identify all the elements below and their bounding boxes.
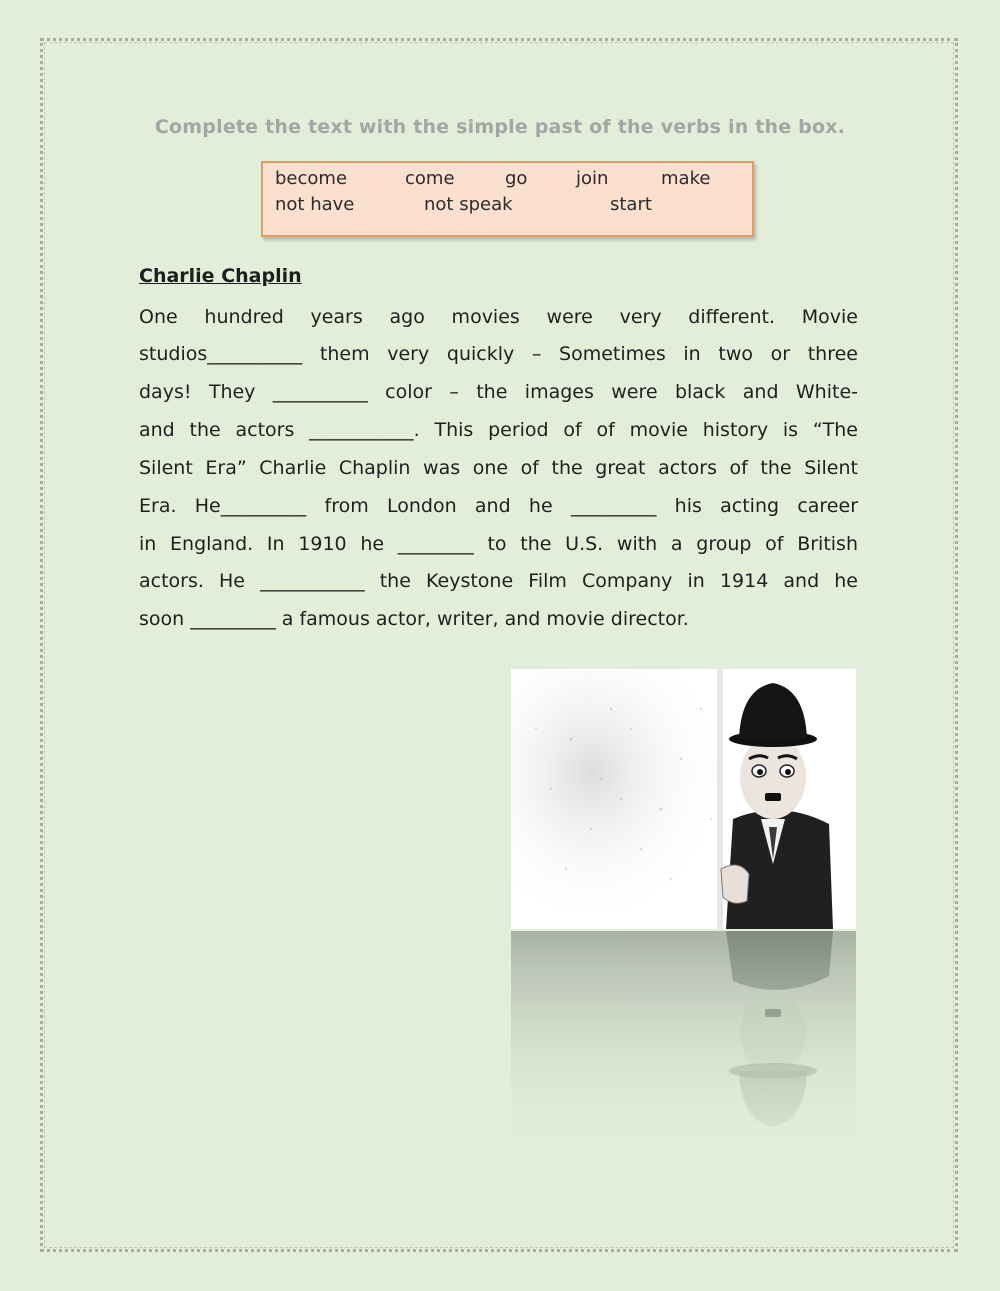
verb-box	[261, 161, 754, 237]
chaplin-photo	[511, 669, 856, 929]
chaplin-photo-reflection	[511, 931, 856, 1163]
chaplin-illustration	[511, 669, 856, 929]
verb-come: come	[405, 168, 455, 189]
text-line: actors. He ___________ the Keystone Film Company in 1914 and he	[139, 570, 858, 592]
verb-join: join	[576, 168, 609, 189]
reflection-illustration	[511, 931, 856, 1163]
article-title: Charlie Chaplin	[139, 265, 302, 287]
text-line: soon _________ a famous actor, writer, and movie director.	[139, 608, 689, 630]
text-line: One hundred years ago movies were very different. Movie	[139, 306, 858, 328]
verb-not-speak: not speak	[424, 194, 513, 215]
verb-make: make	[661, 168, 711, 189]
text-line: in England. In 1910 he ________ to the U.S. with a group of British	[139, 533, 858, 555]
instruction-text: Complete the text with the simple past of the verbs in the box.	[154, 116, 846, 138]
text-line: Silent Era” Charlie Chaplin was one of the great actors of the Silent	[139, 457, 858, 479]
verb-become: become	[275, 168, 348, 189]
text-line: studios__________ them very quickly – Sometimes in two or three	[139, 343, 858, 365]
verb-not-have: not have	[275, 194, 355, 215]
verb-go: go	[505, 168, 528, 189]
verb-start: start	[610, 194, 652, 215]
text-line: days! They __________ color – the images were black and White-	[139, 381, 858, 403]
text-line: and the actors ___________. This period of of movie history is “The	[139, 419, 858, 441]
text-line: Era. He_________ from London and he _________ his acting career	[139, 495, 858, 517]
